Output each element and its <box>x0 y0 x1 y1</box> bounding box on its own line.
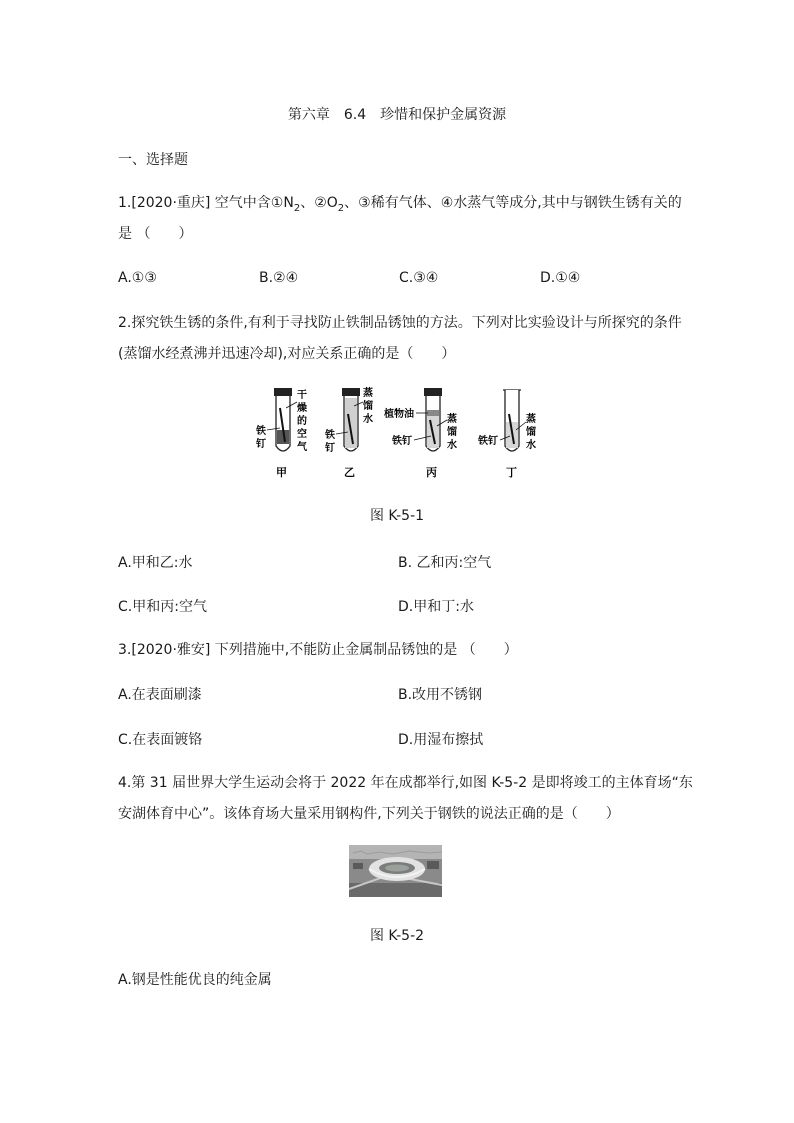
bing-water-char-1: 馏 <box>447 427 457 438</box>
ding-water-char-1: 馏 <box>526 427 536 438</box>
question-1-line-2: 是 （ ） <box>118 226 193 242</box>
q1-option-b: B.②④ <box>259 270 299 286</box>
yi-label-tie: 铁 <box>325 430 335 441</box>
air-char-2: 的 <box>297 416 307 427</box>
figure-k-5-2-caption: 图 K-5-2 <box>369 928 425 944</box>
yi-label-ding: 钉 <box>325 443 335 454</box>
bing-label-tieding: 铁钉 <box>392 436 412 447</box>
air-char-3: 空 <box>297 429 307 440</box>
tube-label-ding: 丁 <box>506 466 517 479</box>
q3-option-b: B.改用不锈钢 <box>398 687 483 703</box>
question-4-line-1: 4.第 31 届世界大学生运动会将于 2022 年在成都举行,如图 K-5-2 是即将竣工的主体育场“东 <box>118 775 693 791</box>
figure-k-5-1-caption: 图 K-5-1 <box>369 508 425 524</box>
bing-water-char-0: 蒸 <box>447 414 457 425</box>
tube-yi <box>324 386 373 479</box>
ding-label-tieding: 铁钉 <box>478 436 498 447</box>
tube-label-bing: 丙 <box>426 466 437 479</box>
yi-water-char-0: 蒸 <box>363 388 373 399</box>
q2-option-c: C.甲和丙:空气 <box>118 599 207 615</box>
tube-jia <box>255 388 308 479</box>
q1-text-a: 1.[2020·重庆] 空气中含①N <box>118 195 294 211</box>
figure-k-5-1 <box>250 384 550 484</box>
jia-label-ding: 钉 <box>256 439 266 450</box>
tube-bing <box>384 388 457 479</box>
q2-option-d: D.甲和丁:水 <box>398 599 474 615</box>
q1-sub-b: 2 <box>337 202 345 214</box>
q4-option-a: A.钢是性能优良的纯金属 <box>118 972 272 988</box>
air-char-1: 燥 <box>297 403 307 414</box>
question-3-line-1: 3.[2020·雅安] 下列措施中,不能防止金属制品锈蚀的是 （ ） <box>118 642 518 658</box>
q3-option-c: C.在表面镀铬 <box>118 732 203 748</box>
air-char-0: 干 <box>297 390 307 401</box>
bing-water-char-2: 水 <box>447 440 457 451</box>
stadium-photo <box>349 845 442 897</box>
air-char-4: 气 <box>297 442 307 453</box>
yi-water-char-1: 馏 <box>363 401 373 412</box>
tube-label-jia: 甲 <box>276 466 287 479</box>
question-2-line-2: (蒸馏水经煮沸并迅速冷却),对应关系正确的是（ ） <box>118 346 456 362</box>
q2-option-b: B. 乙和丙:空气 <box>398 555 492 571</box>
q1-text-c: 、③稀有气体、④水蒸气等成分,其中与钢铁生锈有关的 <box>344 195 682 211</box>
question-1-line-1 <box>118 193 682 219</box>
jia-label-tie: 铁 <box>256 426 266 437</box>
q1-option-d: D.①④ <box>540 270 581 286</box>
ding-water-char-2: 水 <box>526 440 536 451</box>
q1-option-a: A.①③ <box>118 270 157 286</box>
q2-option-a: A.甲和乙:水 <box>118 555 193 571</box>
ding-water-char-0: 蒸 <box>526 414 536 425</box>
yi-water-char-2: 水 <box>363 414 373 425</box>
bing-oil-label: 植物油 <box>384 409 414 420</box>
q3-option-a: A.在表面刷漆 <box>118 687 202 703</box>
q3-option-d: D.用湿布擦拭 <box>398 732 484 748</box>
question-2-line-1: 2.探究铁生锈的条件,有利于寻找防止铁制品锈蚀的方法。下列对比实验设计与所探究的条件 <box>118 315 682 331</box>
page-title: 第六章 6.4 珍惜和保护金属资源 <box>287 107 507 123</box>
q1-text-b: 、②O <box>300 195 338 211</box>
section-heading: 一、选择题 <box>118 152 188 168</box>
tube-ding <box>477 390 536 479</box>
question-4-line-2: 安湖体育中心”。该体育场大量采用钢构件,下列关于钢铁的说法正确的是（ ） <box>118 806 620 822</box>
q1-option-c: C.③④ <box>399 270 439 286</box>
q1-sub-a: 2 <box>293 202 301 214</box>
tube-label-yi: 乙 <box>344 466 355 479</box>
